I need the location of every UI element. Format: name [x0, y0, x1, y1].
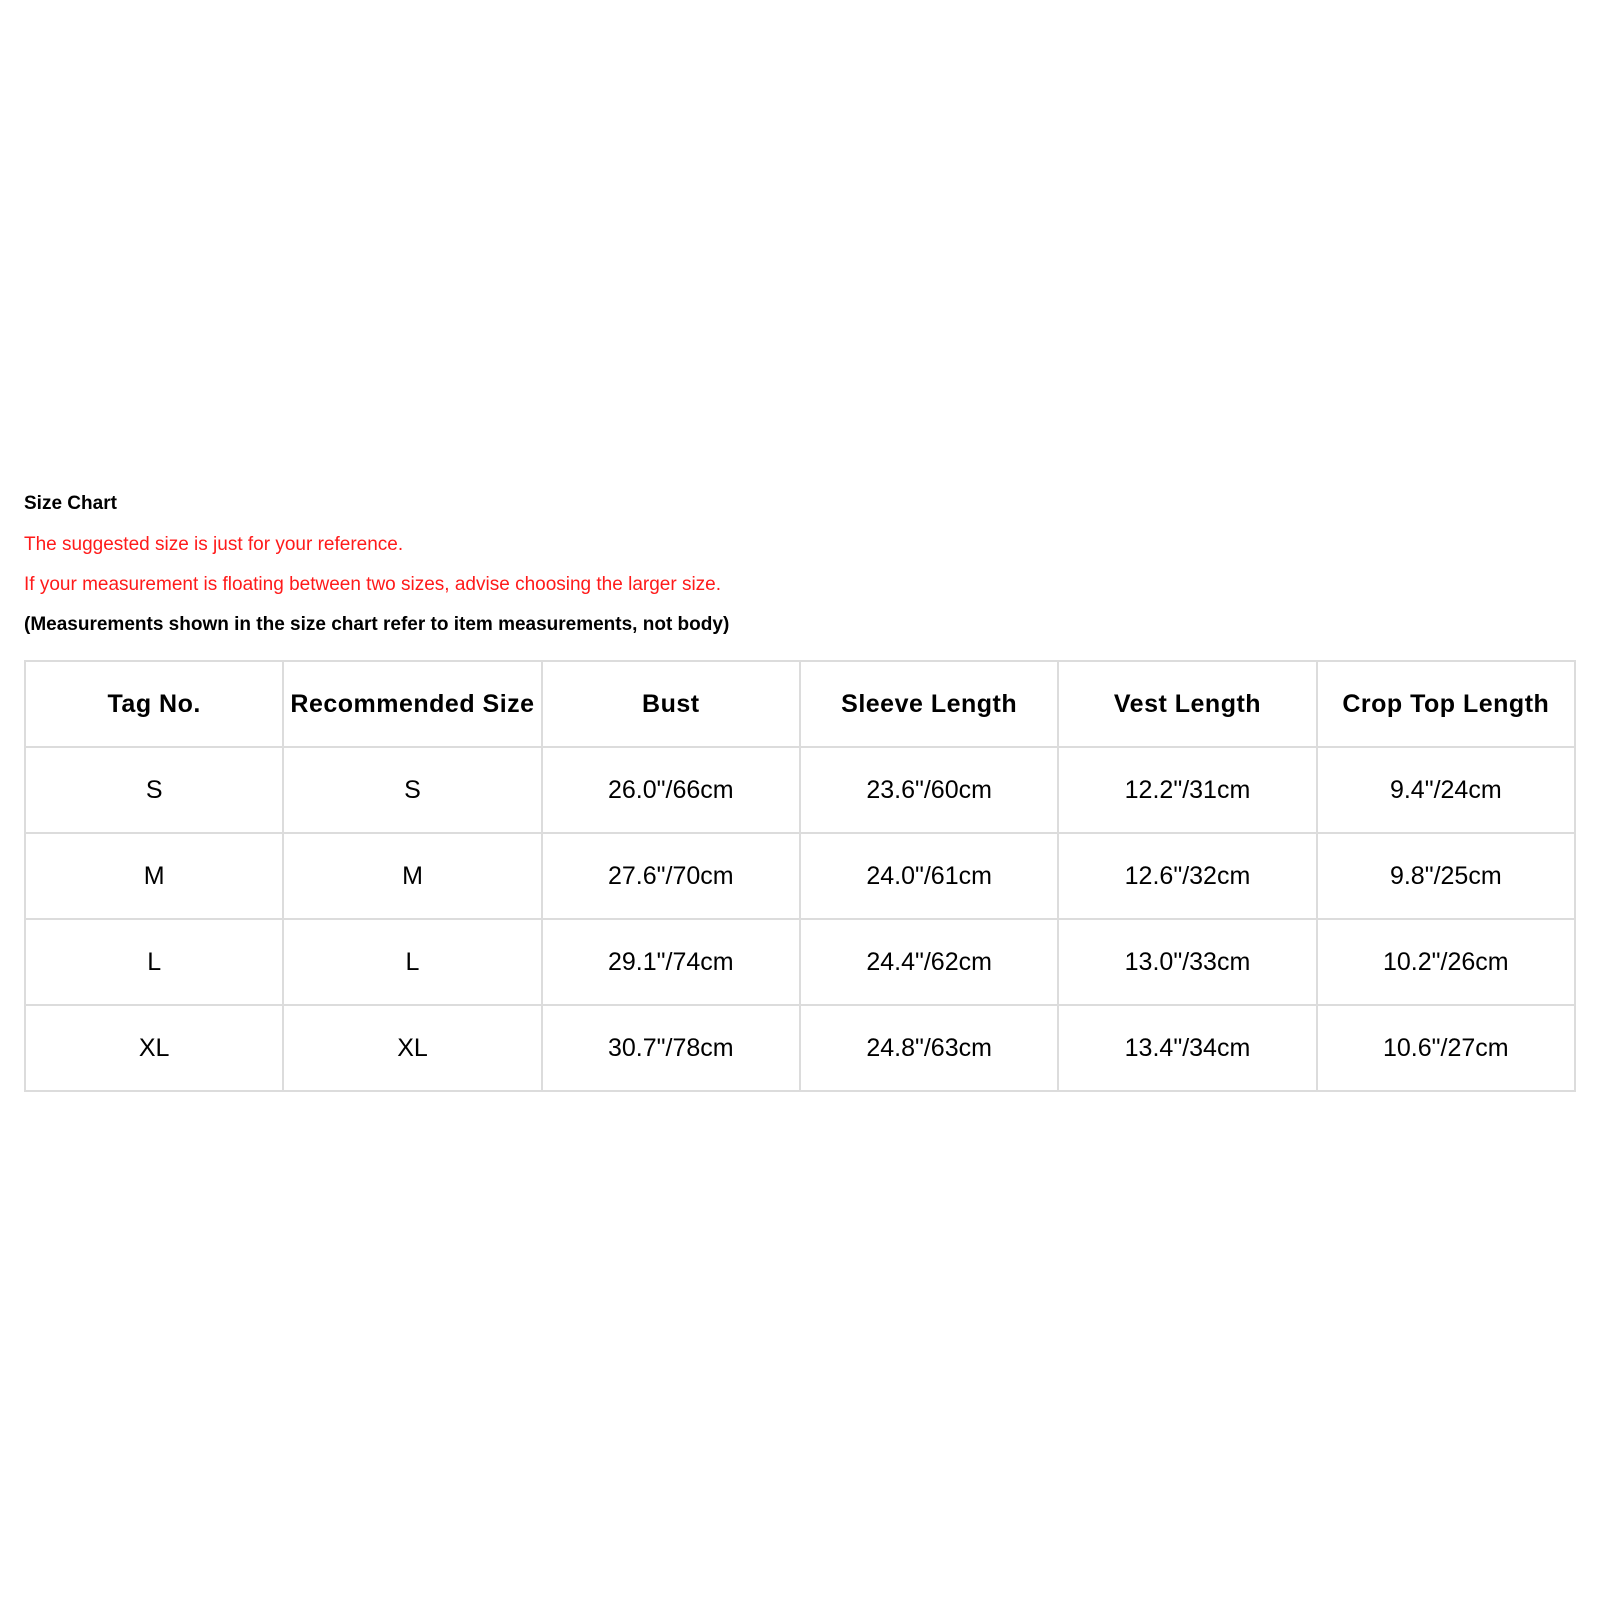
table-row [25, 1005, 1575, 1091]
cell-crop-top-length: 9.4"/24cm [1317, 747, 1575, 833]
cell-bust: 30.7"/78cm [542, 1005, 800, 1091]
cell-sleeve-length: 23.6"/60cm [800, 747, 1058, 833]
column-header-recommended-size: Recommended Size [283, 661, 541, 747]
reference-note: The suggested size is just for your reference. [24, 534, 404, 555]
column-header-tag-no: Tag No. [25, 661, 283, 747]
table-row [25, 833, 1575, 919]
size-chart-title: Size Chart [24, 493, 117, 514]
cell-crop-top-length: 10.2"/26cm [1317, 919, 1575, 1005]
cell-sleeve-length: 24.4"/62cm [800, 919, 1058, 1005]
cell-bust: 26.0"/66cm [542, 747, 800, 833]
cell-tag-no: XL [25, 1005, 283, 1091]
column-header-crop-top-length: Crop Top Length [1317, 661, 1575, 747]
cell-tag-no: L [25, 919, 283, 1005]
column-header-sleeve-length: Sleeve Length [800, 661, 1058, 747]
cell-recommended-size: S [283, 747, 541, 833]
cell-bust: 29.1"/74cm [542, 919, 800, 1005]
column-header-bust: Bust [542, 661, 800, 747]
sizing-advice-note: If your measurement is floating between two sizes, advise choosing the larger size. [24, 574, 722, 595]
cell-vest-length: 13.0"/33cm [1058, 919, 1316, 1005]
cell-tag-no: S [25, 747, 283, 833]
cell-recommended-size: M [283, 833, 541, 919]
size-chart-section [24, 493, 1576, 1062]
cell-vest-length: 12.2"/31cm [1058, 747, 1316, 833]
cell-recommended-size: L [283, 919, 541, 1005]
size-table [24, 660, 1576, 1092]
table-row [25, 747, 1575, 833]
table-row [25, 919, 1575, 1005]
cell-tag-no: M [25, 833, 283, 919]
cell-sleeve-length: 24.0"/61cm [800, 833, 1058, 919]
cell-crop-top-length: 10.6"/27cm [1317, 1005, 1575, 1091]
table-header-row [25, 661, 1575, 747]
cell-vest-length: 12.6"/32cm [1058, 833, 1316, 919]
cell-bust: 27.6"/70cm [542, 833, 800, 919]
measurement-disclaimer: (Measurements shown in the size chart refer to item measurements, not body) [24, 614, 730, 635]
cell-recommended-size: XL [283, 1005, 541, 1091]
cell-sleeve-length: 24.8"/63cm [800, 1005, 1058, 1091]
column-header-vest-length: Vest Length [1058, 661, 1316, 747]
cell-vest-length: 13.4"/34cm [1058, 1005, 1316, 1091]
cell-crop-top-length: 9.8"/25cm [1317, 833, 1575, 919]
